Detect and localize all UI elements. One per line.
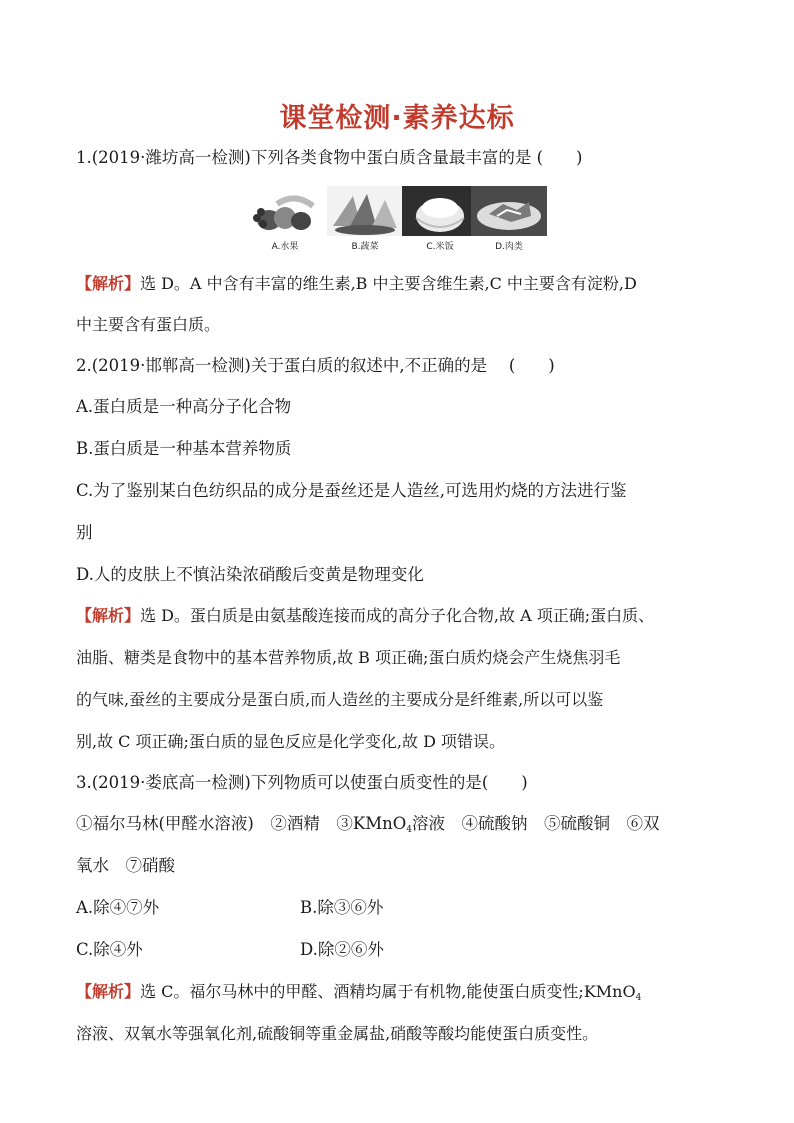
- food-caption: B.蔬菜: [351, 242, 379, 252]
- question-1-analysis-cont: 中主要含有蛋白质。: [76, 315, 221, 334]
- question-2-analysis-cont: 的气味,蚕丝的主要成分是蛋白质,而人造丝的主要成分是纤维素,所以可以鉴: [76, 690, 604, 709]
- food-caption: A.水果: [271, 242, 299, 252]
- food-caption: D.肉类: [495, 242, 523, 252]
- analysis-text: 选 D。A 中含有丰富的维生素,B 中主要含维生素,C 中主要含有淀粉,D: [140, 274, 637, 293]
- list-text: 溶液 ④硫酸钠 ⑤硫酸铜 ⑥双: [411, 814, 660, 833]
- analysis-text: 选 C。福尔马林中的甲醛、酒精均属于有机物,能使蛋白质变性;KMnO: [140, 982, 636, 1001]
- question-3-analysis: [76, 981, 726, 1006]
- vegetable-image: [327, 186, 403, 236]
- question-2-option-a: A.蛋白质是一种高分子化合物: [76, 397, 292, 416]
- subscript: 4: [406, 825, 412, 835]
- analysis-tag: 【解析】: [76, 982, 141, 1001]
- question-2-analysis-cont: 别,故 C 项正确;蛋白质的显色反应是化学变化,故 D 项错误。: [76, 732, 505, 751]
- list-text: ①福尔马林(甲醛水溶液) ②酒精 ③KMnO: [76, 814, 407, 833]
- rice-image: [402, 186, 478, 236]
- question-3-option-d: D.除②⑥外: [300, 940, 384, 959]
- question-1-analysis: [76, 273, 726, 295]
- question-3-option-a: A.除④⑦外: [76, 898, 160, 917]
- question-2-analysis-cont: 油脂、糖类是食物中的基本营养物质,故 B 项正确;蛋白质灼烧会产生烧焦羽毛: [76, 648, 621, 667]
- question-2-option-b: B.蛋白质是一种基本营养物质: [76, 439, 292, 458]
- question-3-stem: 3.(2019·娄底高一检测)下列物质可以使蛋白质变性的是( ): [76, 773, 528, 792]
- question-3-options-row-2: [76, 939, 726, 961]
- meat-image: [471, 186, 547, 236]
- page-title: 课堂检测·素养达标: [279, 103, 515, 134]
- question-2-option-d: D.人的皮肤上不慎沾染浓硝酸后变黄是物理变化: [76, 565, 424, 584]
- food-option-a: [247, 186, 323, 256]
- question-3-substance-list: [76, 813, 726, 838]
- food-option-b: [327, 186, 403, 256]
- subscript: 4: [635, 993, 642, 1003]
- food-image-strip: [247, 186, 547, 256]
- question-3-option-c: C.除④外: [76, 940, 143, 959]
- question-3-analysis-cont: 溶液、双氧水等强氧化剂,硫酸铜等重金属盐,硝酸等酸均能使蛋白质变性。: [76, 1024, 599, 1043]
- question-2-analysis: [76, 605, 726, 627]
- food-caption: C.米饭: [426, 242, 454, 252]
- fruit-image: [247, 186, 323, 236]
- question-2-option-c-cont: 别: [76, 523, 93, 542]
- food-option-d: [471, 186, 547, 256]
- analysis-tag: 【解析】: [76, 274, 141, 293]
- analysis-tag: 【解析】: [76, 606, 141, 625]
- analysis-text: 选 D。蛋白质是由氨基酸连接而成的高分子化合物,故 A 项正确;蛋白质、: [140, 606, 655, 625]
- question-2-stem: 2.(2019·邯郸高一检测)关于蛋白质的叙述中,不正确的是 ( ): [76, 356, 555, 375]
- food-option-c: [402, 186, 478, 256]
- question-3-options-row-1: [76, 897, 726, 919]
- question-3-option-b: B.除③⑥外: [300, 898, 384, 917]
- question-3-substance-list-cont: 氧水 ⑦硝酸: [76, 856, 175, 875]
- question-1-stem: 1.(2019·潍坊高一检测)下列各类食物中蛋白质含量最丰富的是 ( ): [76, 148, 583, 167]
- question-2-option-c: C.为了鉴别某白色纺织品的成分是蚕丝还是人造丝,可选用灼烧的方法进行鉴: [76, 481, 627, 500]
